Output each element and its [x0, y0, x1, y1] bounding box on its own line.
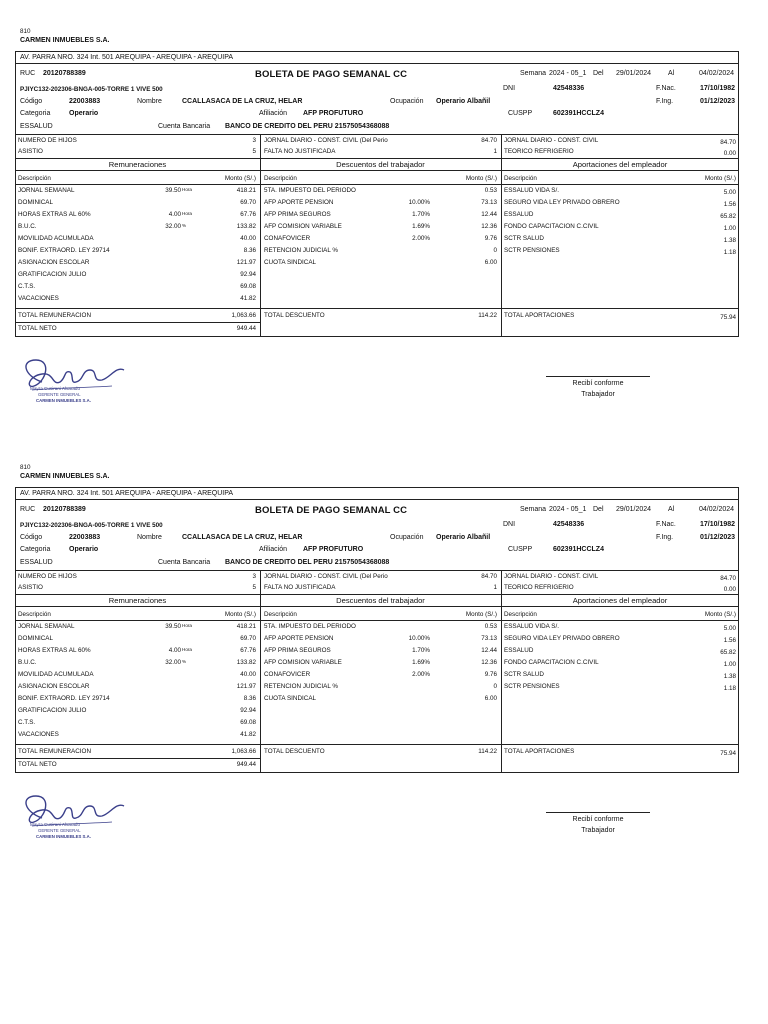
recibi-conforme: Recibí conforme [572, 816, 624, 823]
col-descripcion: Descripción [264, 611, 297, 618]
descuento-amount: 0.53 [484, 187, 497, 194]
seal-role: GERENTE GENERAL [38, 828, 81, 833]
remuneracion-unit: Hora [182, 187, 192, 192]
col-monto: Monto (S/.) [704, 175, 736, 182]
section-remuneraciones: Remuneraciones [108, 596, 167, 605]
afiliacion-value: AFP PROFUTURO [303, 546, 364, 553]
remuneracion-label: DOMINICAL [18, 635, 53, 642]
slip-code: 810 [20, 464, 31, 471]
col-monto: Monto (S/.) [465, 175, 497, 182]
document-title: BOLETA DE PAGO SEMANAL CC [255, 505, 408, 516]
ruc-value: 20120788389 [43, 506, 86, 513]
nombre-label: Nombre [137, 98, 162, 105]
descuento-amount: 0.53 [484, 623, 497, 630]
fnac-label: F.Nac. [656, 521, 676, 528]
descuento-amount: 12.44 [481, 647, 497, 654]
descuento-label: CONAFOVICER [264, 235, 311, 242]
total-remuneracion-label: TOTAL REMUNERACION [18, 312, 92, 319]
descuento-label: AFP COMISION VARIABLE [264, 659, 342, 666]
cuspp-value: 602391HCCLZ4 [553, 546, 604, 553]
info-label: FALTA NO JUSTIFICADA [264, 148, 336, 155]
afiliacion-value: AFP PROFUTURO [303, 110, 364, 117]
remuneracion-label: VACACIONES [18, 295, 59, 302]
divider [15, 744, 739, 745]
categoria-label: Categoria [20, 546, 51, 553]
essalud-label: ESSALUD [20, 123, 53, 130]
total-descuento-value: 114.22 [478, 748, 497, 755]
descuento-pct: 10.00% [408, 635, 430, 642]
cuenta-label: Cuenta Bancaria [158, 123, 211, 130]
divider [15, 170, 739, 171]
categoria-value: Operario [69, 546, 99, 553]
descuento-pct: 1.70% [412, 647, 430, 654]
remuneracion-amount: 69.70 [240, 635, 256, 642]
info-label: JORNAL DIARIO - CONST. CIVIL (Del Perio [264, 573, 388, 580]
payslip-copy-1 [0, 0, 768, 430]
remuneracion-amount: 8.36 [243, 247, 256, 254]
descuento-amount: 0 [493, 247, 497, 254]
payslip-frame [15, 487, 739, 773]
info-value: 5 [252, 584, 256, 591]
divider [15, 620, 739, 621]
descuento-pct: 1.70% [412, 211, 430, 218]
fing-label: F.Ing. [656, 534, 674, 541]
remuneracion-amount: 121.97 [236, 683, 256, 690]
employer-signature-seal [12, 352, 130, 410]
company-name: CARMEN INMUEBLES S.A. [20, 473, 110, 480]
cuspp-label: CUSPP [508, 546, 533, 553]
seal-company: CARMEN INMUEBLES S.A. [36, 834, 91, 839]
remuneracion-amount: 121.97 [236, 259, 256, 266]
section-aportaciones: Aportaciones del empleador [572, 596, 668, 605]
seal-role: GERENTE GENERAL [38, 392, 81, 397]
total-neto-label: TOTAL NETO [18, 761, 57, 768]
ocupacion-value: Operario Albañil [436, 534, 491, 541]
info-value: 5 [252, 148, 256, 155]
info-label: JORNAL DIARIO - CONST. CIVIL [504, 137, 599, 144]
fing-label: F.Ing. [656, 98, 674, 105]
fnac-label: F.Nac. [656, 85, 676, 92]
total-aportaciones-value: 75.94 [720, 750, 736, 757]
remuneracion-unit: Hora [182, 647, 192, 652]
descuento-label: AFP APORTE PENSION [264, 635, 334, 642]
aportacion-amount: 65.82 [720, 649, 736, 656]
remuneracion-amount: 41.82 [240, 295, 256, 302]
total-neto-value: 949.44 [236, 325, 256, 332]
info-label: TEORICO REFRIGERIO [504, 584, 574, 591]
total-remuneracion-label: TOTAL REMUNERACION [18, 748, 92, 755]
aportacion-amount: 5.00 [723, 625, 736, 632]
remuneracion-label: BONIF. EXTRAORD. LEY 29714 [18, 695, 110, 702]
remuneracion-qty: 4.00 [168, 211, 181, 218]
descuento-label: CUOTA SINDICAL [264, 259, 317, 266]
company-address: AV. PARRA NRO. 324 Int. 501 AREQUIPA - AREQUIPA - AREQUIPA [20, 490, 234, 497]
descuento-label: CUOTA SINDICAL [264, 695, 317, 702]
signature-line [546, 812, 650, 813]
codigo-label: Código [20, 534, 43, 541]
remuneracion-amount: 133.82 [236, 223, 256, 230]
descuento-amount: 73.13 [481, 635, 497, 642]
remuneracion-label: HORAS EXTRAS AL 60% [18, 211, 91, 218]
aportacion-label: FONDO CAPACITACION C.CIVIL [504, 659, 599, 666]
semana-label: Semana [520, 70, 547, 77]
descuento-label: CONAFOVICER [264, 671, 311, 678]
descuento-label: AFP APORTE PENSION [264, 199, 334, 206]
col-descripcion: Descripción [264, 175, 297, 182]
document-title: BOLETA DE PAGO SEMANAL CC [255, 69, 408, 80]
descuento-amount: 12.36 [481, 223, 497, 230]
remuneracion-qty: 4.00 [168, 647, 181, 654]
total-neto-label: TOTAL NETO [18, 325, 57, 332]
descuento-pct: 2.00% [412, 671, 430, 678]
remuneracion-unit: % [182, 223, 187, 228]
col-descripcion: Descripción [18, 611, 51, 618]
ocupacion-value: Operario Albañil [436, 98, 491, 105]
aportacion-label: SCTR PENSIONES [504, 247, 560, 254]
dni-label: DNI [503, 521, 516, 528]
company-address: AV. PARRA NRO. 324 Int. 501 AREQUIPA - AREQUIPA - AREQUIPA [20, 54, 234, 61]
ruc-label: RUC [20, 70, 36, 77]
info-label: ASISTIO [18, 584, 43, 591]
descuento-pct: 2.00% [412, 235, 430, 242]
aportacion-label: SEGURO VIDA LEY PRIVADO OBRERO [504, 199, 620, 206]
codigo-label: Código [20, 98, 43, 105]
descuento-label: AFP COMISION VARIABLE [264, 223, 342, 230]
trabajador-label: Trabajador [581, 827, 615, 834]
info-label: ASISTIO [18, 148, 43, 155]
info-value: 84.70 [720, 139, 736, 146]
remuneracion-label: C.T.S. [18, 283, 36, 290]
remuneracion-amount: 92.94 [240, 271, 256, 278]
aportacion-label: ESSALUD [504, 211, 534, 218]
remuneracion-qty: 32.00 [165, 223, 181, 230]
divider [15, 158, 739, 159]
aportacion-amount: 1.18 [723, 685, 736, 692]
aportacion-amount: 5.00 [723, 189, 736, 196]
date-from: 29/01/2024 [616, 70, 652, 77]
descuento-pct: 10.00% [408, 199, 430, 206]
remuneracion-unit: Hora [182, 623, 192, 628]
categoria-value: Operario [69, 110, 99, 117]
remuneracion-label: HORAS EXTRAS AL 60% [18, 647, 91, 654]
remuneracion-label: BONIF. EXTRAORD. LEY 29714 [18, 247, 110, 254]
date-to: 04/02/2024 [699, 70, 735, 77]
remuneracion-amount: 69.70 [240, 199, 256, 206]
nombre-label: Nombre [137, 534, 162, 541]
info-value: 0.00 [723, 150, 736, 157]
descuento-label: 5TA. IMPUESTO DEL PERIODO [264, 623, 356, 630]
total-descuento-label: TOTAL DESCUENTO [264, 312, 325, 319]
remuneracion-label: GRATIFICACION JULIO [18, 707, 87, 714]
seal-company: CARMEN INMUEBLES S.A. [36, 398, 91, 403]
remuneracion-amount: 92.94 [240, 707, 256, 714]
remuneracion-label: JORNAL SEMANAL [18, 187, 75, 194]
section-aportaciones: Aportaciones del empleador [572, 160, 668, 169]
semana-value: 2024 - 05_1 [549, 70, 587, 77]
total-descuento-value: 114.22 [478, 312, 497, 319]
remuneracion-amount: 67.76 [240, 647, 256, 654]
codigo-value: 22003883 [69, 98, 101, 105]
codigo-value: 22003883 [69, 534, 101, 541]
remuneracion-label: JORNAL SEMANAL [18, 623, 75, 630]
remuneracion-qty: 32.00 [165, 659, 181, 666]
fnac-value: 17/10/1982 [700, 85, 736, 92]
descuento-amount: 12.44 [481, 211, 497, 218]
fing-value: 01/12/2023 [700, 98, 736, 105]
aportacion-amount: 1.18 [723, 249, 736, 256]
divider [15, 594, 739, 595]
trabajador-label: Trabajador [581, 391, 615, 398]
remuneracion-amount: 418.21 [236, 623, 256, 630]
nombre-value: CCALLASACA DE LA CRUZ, HELAR [182, 98, 303, 105]
info-label: TEORICO REFRIGERIO [504, 148, 574, 155]
aportacion-amount: 1.00 [723, 225, 736, 232]
payslip-frame [15, 51, 739, 337]
slip-code: 810 [20, 28, 31, 35]
remuneracion-amount: 40.00 [240, 671, 256, 678]
total-aportaciones-label: TOTAL APORTACIONES [504, 748, 575, 755]
col-monto: Monto (S/.) [465, 611, 497, 618]
remuneracion-amount: 69.08 [240, 719, 256, 726]
aportacion-label: SCTR PENSIONES [504, 683, 560, 690]
seal-name: Mayra Cusirani Alvarado [30, 822, 81, 827]
date-from: 29/01/2024 [616, 506, 652, 513]
cuenta-value: BANCO DE CREDITO DEL PERU 21575054368088 [225, 559, 390, 566]
info-value: 3 [252, 573, 256, 580]
remuneracion-amount: 41.82 [240, 731, 256, 738]
aportacion-label: ESSALUD VIDA S/. [504, 623, 559, 630]
date-to: 04/02/2024 [699, 506, 735, 513]
aportacion-label: ESSALUD [504, 647, 534, 654]
fnac-value: 17/10/1982 [700, 521, 736, 528]
afiliacion-label: Afiliación [259, 110, 288, 117]
info-value: 84.70 [481, 573, 497, 580]
remuneracion-amount: 67.76 [240, 211, 256, 218]
descuento-pct: 1.69% [412, 223, 430, 230]
total-neto-value: 949.44 [236, 761, 256, 768]
cuspp-label: CUSPP [508, 110, 533, 117]
divider [15, 308, 739, 309]
aportacion-amount: 1.56 [723, 637, 736, 644]
remuneracion-label: ASIGNACION ESCOLAR [18, 259, 90, 266]
fing-value: 01/12/2023 [700, 534, 736, 541]
al-label: Al [668, 506, 675, 513]
company-name: CARMEN INMUEBLES S.A. [20, 37, 110, 44]
remuneracion-label: MOVILIDAD ACUMULADA [18, 671, 94, 678]
info-label: JORNAL DIARIO - CONST. CIVIL (Del Perio [264, 137, 388, 144]
info-label: JORNAL DIARIO - CONST. CIVIL [504, 573, 599, 580]
del-label: Del [593, 506, 604, 513]
remuneracion-qty: 39.50 [165, 187, 181, 194]
col-descripcion: Descripción [504, 611, 537, 618]
descuento-label: RETENCION JUDICIAL % [264, 683, 338, 690]
aportacion-label: SCTR SALUD [504, 235, 544, 242]
dni-label: DNI [503, 85, 516, 92]
divider [15, 499, 739, 500]
ruc-label: RUC [20, 506, 36, 513]
section-descuentos: Descuentos del trabajador [336, 596, 425, 605]
employer-signature-seal [12, 788, 130, 846]
remuneracion-label: B.U.C. [18, 659, 37, 666]
remuneracion-unit: Hora [182, 211, 192, 216]
aportacion-label: ESSALUD VIDA S/. [504, 187, 559, 194]
remuneracion-unit: % [182, 659, 187, 664]
project-code: PJIYC132-202306-BNGA-005-TORRE 1 VIVE 500 [20, 522, 163, 529]
remuneracion-label: ASIGNACION ESCOLAR [18, 683, 90, 690]
remuneracion-label: DOMINICAL [18, 199, 53, 206]
info-label: NUMERO DE HIJOS [18, 573, 77, 580]
aportacion-amount: 1.56 [723, 201, 736, 208]
del-label: Del [593, 70, 604, 77]
descuento-label: AFP PRIMA SEGUROS [264, 211, 331, 218]
cuspp-value: 602391HCCLZ4 [553, 110, 604, 117]
col-monto: Monto (S/.) [704, 611, 736, 618]
essalud-label: ESSALUD [20, 559, 53, 566]
aportacion-amount: 1.38 [723, 237, 736, 244]
descuento-label: RETENCION JUDICIAL % [264, 247, 338, 254]
remuneracion-label: B.U.C. [18, 223, 37, 230]
semana-label: Semana [520, 506, 547, 513]
info-value: 1 [493, 148, 497, 155]
dni-value: 42548336 [553, 521, 585, 528]
col-descripcion: Descripción [18, 175, 51, 182]
ocupacion-label: Ocupación [390, 534, 424, 541]
descuento-amount: 73.13 [481, 199, 497, 206]
cuenta-value: BANCO DE CREDITO DEL PERU 21575054368088 [225, 123, 390, 130]
info-value: 0.00 [723, 586, 736, 593]
remuneracion-label: VACACIONES [18, 731, 59, 738]
divider [15, 63, 739, 64]
divider [15, 606, 739, 607]
recibi-conforme: Recibí conforme [572, 380, 624, 387]
info-label: NUMERO DE HIJOS [18, 137, 77, 144]
col-descripcion: Descripción [504, 175, 537, 182]
seal-name: Mayra Cusirani Alvarado [30, 386, 81, 391]
remuneracion-label: GRATIFICACION JULIO [18, 271, 87, 278]
dni-value: 42548336 [553, 85, 585, 92]
payslip-copy-2 [0, 436, 768, 866]
divider [15, 184, 739, 185]
remuneracion-amount: 8.36 [243, 695, 256, 702]
signature-line [546, 376, 650, 377]
al-label: Al [668, 70, 675, 77]
total-remuneracion-value: 1,063.66 [231, 748, 256, 755]
info-value: 1 [493, 584, 497, 591]
project-code: PJIYC132-202306-BNGA-005-TORRE 1 VIVE 500 [20, 86, 163, 93]
total-aportaciones-value: 75.94 [720, 314, 736, 321]
section-remuneraciones: Remuneraciones [108, 160, 167, 169]
divider [15, 758, 260, 759]
descuento-amount: 12.36 [481, 659, 497, 666]
ocupacion-label: Ocupación [390, 98, 424, 105]
total-remuneracion-value: 1,063.66 [231, 312, 256, 319]
descuento-label: 5TA. IMPUESTO DEL PERIODO [264, 187, 356, 194]
info-value: 3 [252, 137, 256, 144]
remuneracion-label: C.T.S. [18, 719, 36, 726]
semana-value: 2024 - 05_1 [549, 506, 587, 513]
descuento-amount: 6.00 [484, 259, 497, 266]
remuneracion-amount: 418.21 [236, 187, 256, 194]
aportacion-label: SCTR SALUD [504, 671, 544, 678]
info-value: 84.70 [481, 137, 497, 144]
divider [15, 322, 260, 323]
nombre-value: CCALLASACA DE LA CRUZ, HELAR [182, 534, 303, 541]
aportacion-label: SEGURO VIDA LEY PRIVADO OBRERO [504, 635, 620, 642]
col-monto: Monto (S/.) [224, 175, 256, 182]
total-descuento-label: TOTAL DESCUENTO [264, 748, 325, 755]
info-label: FALTA NO JUSTIFICADA [264, 584, 336, 591]
aportacion-label: FONDO CAPACITACION C.CIVIL [504, 223, 599, 230]
cuenta-label: Cuenta Bancaria [158, 559, 211, 566]
remuneracion-amount: 133.82 [236, 659, 256, 666]
ruc-value: 20120788389 [43, 70, 86, 77]
aportacion-amount: 1.00 [723, 661, 736, 668]
descuento-label: AFP PRIMA SEGUROS [264, 647, 331, 654]
aportacion-amount: 65.82 [720, 213, 736, 220]
descuento-amount: 0 [493, 683, 497, 690]
remuneracion-label: MOVILIDAD ACUMULADA [18, 235, 94, 242]
remuneracion-amount: 40.00 [240, 235, 256, 242]
remuneracion-amount: 69.08 [240, 283, 256, 290]
section-descuentos: Descuentos del trabajador [336, 160, 425, 169]
afiliacion-label: Afiliación [259, 546, 288, 553]
divider [15, 570, 739, 571]
aportacion-amount: 1.38 [723, 673, 736, 680]
remuneracion-qty: 39.50 [165, 623, 181, 630]
descuento-amount: 6.00 [484, 695, 497, 702]
descuento-amount: 9.76 [484, 671, 497, 678]
divider [15, 134, 739, 135]
descuento-pct: 1.69% [412, 659, 430, 666]
info-value: 84.70 [720, 575, 736, 582]
categoria-label: Categoria [20, 110, 51, 117]
col-monto: Monto (S/.) [224, 611, 256, 618]
total-aportaciones-label: TOTAL APORTACIONES [504, 312, 575, 319]
descuento-amount: 9.76 [484, 235, 497, 242]
